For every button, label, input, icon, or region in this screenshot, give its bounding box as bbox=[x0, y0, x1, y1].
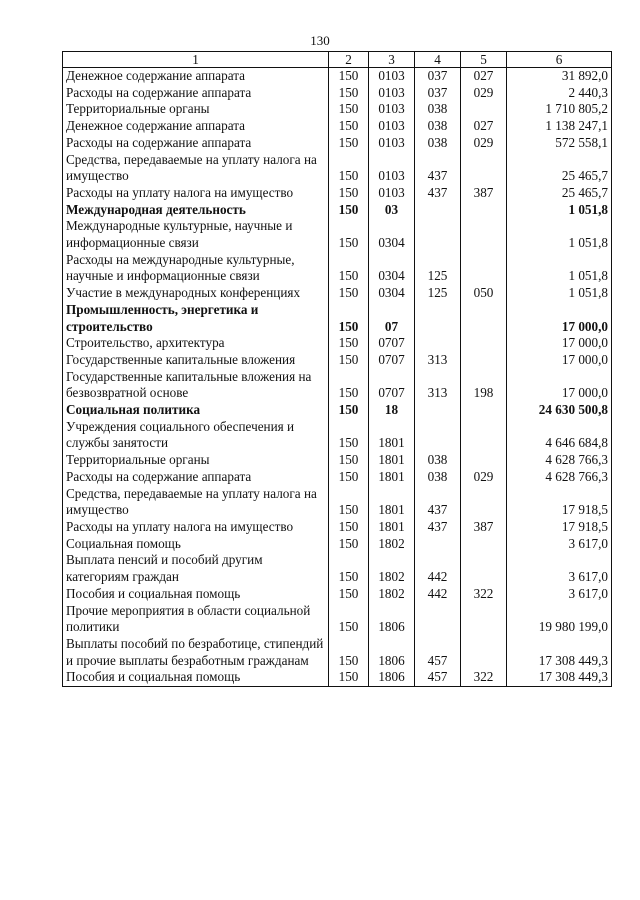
row-name: Выплата пенсий и пособий другим категориям граждан bbox=[63, 552, 329, 585]
table-row bbox=[63, 402, 612, 419]
column-header-6: 6 bbox=[507, 52, 612, 68]
row-name: Денежное содержание аппарата bbox=[63, 118, 329, 135]
subsection-code: 0304 bbox=[369, 252, 415, 285]
subsection-code: 1801 bbox=[369, 519, 415, 536]
subsection-code: 0304 bbox=[369, 218, 415, 251]
amount: 17 000,0 bbox=[507, 335, 612, 352]
section-code: 150 bbox=[329, 636, 369, 669]
expense-type-code bbox=[461, 536, 507, 553]
table-row bbox=[63, 335, 612, 352]
table-row bbox=[63, 152, 612, 185]
row-name: Территориальные органы bbox=[63, 101, 329, 118]
section-code: 150 bbox=[329, 118, 369, 135]
table-row bbox=[63, 352, 612, 369]
amount: 1 051,8 bbox=[507, 202, 612, 219]
target-item-code: 038 bbox=[415, 101, 461, 118]
target-item-code: 457 bbox=[415, 669, 461, 686]
column-header-2: 2 bbox=[329, 52, 369, 68]
expense-type-code bbox=[461, 636, 507, 669]
amount: 19 980 199,0 bbox=[507, 603, 612, 636]
expense-type-code bbox=[461, 152, 507, 185]
subsection-code: 07 bbox=[369, 302, 415, 335]
section-code: 150 bbox=[329, 85, 369, 102]
row-name: Международные культурные, научные и информационные связи bbox=[63, 218, 329, 251]
table-row bbox=[63, 586, 612, 603]
section-code: 150 bbox=[329, 419, 369, 452]
amount: 17 918,5 bbox=[507, 486, 612, 519]
section-code: 150 bbox=[329, 552, 369, 585]
table-row bbox=[63, 419, 612, 452]
section-code: 150 bbox=[329, 101, 369, 118]
amount: 1 138 247,1 bbox=[507, 118, 612, 135]
subsection-code: 1801 bbox=[369, 419, 415, 452]
section-code: 150 bbox=[329, 586, 369, 603]
section-code: 150 bbox=[329, 486, 369, 519]
expense-type-code bbox=[461, 202, 507, 219]
section-code: 150 bbox=[329, 218, 369, 251]
section-code: 150 bbox=[329, 369, 369, 402]
expense-type-code: 027 bbox=[461, 118, 507, 135]
amount: 3 617,0 bbox=[507, 552, 612, 585]
row-name: Учреждения социального обеспечения и службы занятости bbox=[63, 419, 329, 452]
expense-type-code bbox=[461, 218, 507, 251]
amount: 17 918,5 bbox=[507, 519, 612, 536]
expense-type-code bbox=[461, 302, 507, 335]
subsection-code: 0103 bbox=[369, 68, 415, 85]
subsection-code: 03 bbox=[369, 202, 415, 219]
subsection-code: 1806 bbox=[369, 669, 415, 686]
expense-type-code: 322 bbox=[461, 669, 507, 686]
table-row bbox=[63, 285, 612, 302]
column-header-1: 1 bbox=[63, 52, 329, 68]
section-code: 150 bbox=[329, 402, 369, 419]
amount: 572 558,1 bbox=[507, 135, 612, 152]
amount: 17 000,0 bbox=[507, 352, 612, 369]
table-row bbox=[63, 636, 612, 669]
table-row bbox=[63, 536, 612, 553]
expense-type-code: 387 bbox=[461, 519, 507, 536]
amount: 1 051,8 bbox=[507, 285, 612, 302]
section-code: 150 bbox=[329, 185, 369, 202]
subsection-code: 1806 bbox=[369, 636, 415, 669]
expense-type-code bbox=[461, 419, 507, 452]
row-name: Пособия и социальная помощь bbox=[63, 669, 329, 686]
expense-type-code: 027 bbox=[461, 68, 507, 85]
row-name: Выплаты пособий по безработице, стипендий и прочие выплаты безработным гражданам bbox=[63, 636, 329, 669]
expense-type-code bbox=[461, 352, 507, 369]
section-code: 150 bbox=[329, 536, 369, 553]
row-name: Пособия и социальная помощь bbox=[63, 586, 329, 603]
page-number: 130 bbox=[310, 33, 330, 48]
amount: 2 440,3 bbox=[507, 85, 612, 102]
subsection-code: 0103 bbox=[369, 85, 415, 102]
row-name: Средства, передаваемые на уплату налога на имущество bbox=[63, 152, 329, 185]
section-code: 150 bbox=[329, 519, 369, 536]
amount: 17 308 449,3 bbox=[507, 669, 612, 686]
table-row bbox=[63, 202, 612, 219]
amount: 24 630 500,8 bbox=[507, 402, 612, 419]
row-name: Участие в международных конференциях bbox=[63, 285, 329, 302]
subsection-code: 0707 bbox=[369, 335, 415, 352]
expense-type-code: 029 bbox=[461, 135, 507, 152]
amount: 4 628 766,3 bbox=[507, 469, 612, 486]
target-item-code bbox=[415, 335, 461, 352]
target-item-code: 037 bbox=[415, 85, 461, 102]
table-row bbox=[63, 135, 612, 152]
target-item-code: 038 bbox=[415, 469, 461, 486]
amount: 1 051,8 bbox=[507, 218, 612, 251]
section-code: 150 bbox=[329, 452, 369, 469]
amount: 3 617,0 bbox=[507, 536, 612, 553]
amount: 4 646 684,8 bbox=[507, 419, 612, 452]
target-item-code: 125 bbox=[415, 285, 461, 302]
section-code: 150 bbox=[329, 152, 369, 185]
table-row bbox=[63, 369, 612, 402]
row-name: Денежное содержание аппарата bbox=[63, 68, 329, 85]
budget-table bbox=[62, 51, 612, 687]
amount: 1 051,8 bbox=[507, 252, 612, 285]
expense-type-code: 198 bbox=[461, 369, 507, 402]
table-row bbox=[63, 101, 612, 118]
table-row bbox=[63, 603, 612, 636]
section-code: 150 bbox=[329, 603, 369, 636]
expense-type-code bbox=[461, 552, 507, 585]
section-code: 150 bbox=[329, 68, 369, 85]
expense-type-code bbox=[461, 402, 507, 419]
subsection-code: 0103 bbox=[369, 152, 415, 185]
target-item-code: 038 bbox=[415, 452, 461, 469]
target-item-code bbox=[415, 536, 461, 553]
row-name: Строительство, архитектура bbox=[63, 335, 329, 352]
table-row bbox=[63, 552, 612, 585]
expense-type-code bbox=[461, 486, 507, 519]
column-header-5: 5 bbox=[461, 52, 507, 68]
section-code: 150 bbox=[329, 285, 369, 302]
row-name: Расходы на уплату налога на имущество bbox=[63, 185, 329, 202]
row-name: Социальная помощь bbox=[63, 536, 329, 553]
target-item-code: 037 bbox=[415, 68, 461, 85]
section-code: 150 bbox=[329, 352, 369, 369]
target-item-code: 313 bbox=[415, 369, 461, 402]
target-item-code bbox=[415, 402, 461, 419]
row-name: Прочие мероприятия в области социальной политики bbox=[63, 603, 329, 636]
table-header-row bbox=[63, 52, 612, 68]
table-row bbox=[63, 185, 612, 202]
target-item-code: 125 bbox=[415, 252, 461, 285]
expense-type-code bbox=[461, 101, 507, 118]
subsection-code: 0103 bbox=[369, 101, 415, 118]
row-name: Расходы на содержание аппарата bbox=[63, 85, 329, 102]
subsection-code: 18 bbox=[369, 402, 415, 419]
amount: 1 710 805,2 bbox=[507, 101, 612, 118]
expense-type-code: 029 bbox=[461, 85, 507, 102]
column-header-3: 3 bbox=[369, 52, 415, 68]
subsection-code: 0304 bbox=[369, 285, 415, 302]
table-row bbox=[63, 452, 612, 469]
subsection-code: 1801 bbox=[369, 452, 415, 469]
target-item-code: 313 bbox=[415, 352, 461, 369]
amount: 25 465,7 bbox=[507, 152, 612, 185]
table-body bbox=[63, 68, 612, 687]
row-name: Средства, передаваемые на уплату налога на имущество bbox=[63, 486, 329, 519]
amount: 17 308 449,3 bbox=[507, 636, 612, 669]
target-item-code bbox=[415, 218, 461, 251]
expense-type-code: 387 bbox=[461, 185, 507, 202]
target-item-code: 457 bbox=[415, 636, 461, 669]
section-code: 150 bbox=[329, 302, 369, 335]
row-name: Территориальные органы bbox=[63, 452, 329, 469]
target-item-code: 437 bbox=[415, 519, 461, 536]
expense-type-code: 029 bbox=[461, 469, 507, 486]
subsection-code: 0707 bbox=[369, 369, 415, 402]
table-row bbox=[63, 68, 612, 85]
target-item-code: 437 bbox=[415, 486, 461, 519]
target-item-code: 038 bbox=[415, 118, 461, 135]
table-row bbox=[63, 469, 612, 486]
target-item-code: 442 bbox=[415, 586, 461, 603]
subsection-code: 1801 bbox=[369, 486, 415, 519]
table-row bbox=[63, 302, 612, 335]
column-header-4: 4 bbox=[415, 52, 461, 68]
row-name: Международная деятельность bbox=[63, 202, 329, 219]
table-row bbox=[63, 85, 612, 102]
table-row bbox=[63, 519, 612, 536]
row-name: Расходы на международные культурные, научные и информационные связи bbox=[63, 252, 329, 285]
row-name: Государственные капитальные вложения bbox=[63, 352, 329, 369]
section-code: 150 bbox=[329, 135, 369, 152]
section-code: 150 bbox=[329, 202, 369, 219]
expense-type-code: 050 bbox=[461, 285, 507, 302]
amount: 31 892,0 bbox=[507, 68, 612, 85]
subsection-code: 1806 bbox=[369, 603, 415, 636]
row-name: Расходы на содержание аппарата bbox=[63, 135, 329, 152]
subsection-code: 0103 bbox=[369, 135, 415, 152]
table-row bbox=[63, 486, 612, 519]
table-row bbox=[63, 218, 612, 251]
subsection-code: 1801 bbox=[369, 469, 415, 486]
table-row bbox=[63, 669, 612, 686]
target-item-code: 038 bbox=[415, 135, 461, 152]
target-item-code: 442 bbox=[415, 552, 461, 585]
section-code: 150 bbox=[329, 252, 369, 285]
expense-type-code bbox=[461, 335, 507, 352]
expense-type-code bbox=[461, 452, 507, 469]
row-name: Расходы на уплату налога на имущество bbox=[63, 519, 329, 536]
amount: 25 465,7 bbox=[507, 185, 612, 202]
row-name: Расходы на содержание аппарата bbox=[63, 469, 329, 486]
target-item-code bbox=[415, 302, 461, 335]
subsection-code: 0103 bbox=[369, 118, 415, 135]
amount: 3 617,0 bbox=[507, 586, 612, 603]
amount: 17 000,0 bbox=[507, 369, 612, 402]
row-name: Социальная политика bbox=[63, 402, 329, 419]
row-name: Промышленность, энергетика и строительство bbox=[63, 302, 329, 335]
expense-type-code bbox=[461, 252, 507, 285]
target-item-code bbox=[415, 202, 461, 219]
subsection-code: 0103 bbox=[369, 185, 415, 202]
expense-type-code: 322 bbox=[461, 586, 507, 603]
section-code: 150 bbox=[329, 669, 369, 686]
amount: 17 000,0 bbox=[507, 302, 612, 335]
amount: 4 628 766,3 bbox=[507, 452, 612, 469]
section-code: 150 bbox=[329, 469, 369, 486]
row-name: Государственные капитальные вложения на безвозвратной основе bbox=[63, 369, 329, 402]
table-row bbox=[63, 118, 612, 135]
subsection-code: 1802 bbox=[369, 536, 415, 553]
section-code: 150 bbox=[329, 335, 369, 352]
target-item-code bbox=[415, 419, 461, 452]
subsection-code: 0707 bbox=[369, 352, 415, 369]
expense-type-code bbox=[461, 603, 507, 636]
table-row bbox=[63, 252, 612, 285]
target-item-code bbox=[415, 603, 461, 636]
subsection-code: 1802 bbox=[369, 552, 415, 585]
target-item-code: 437 bbox=[415, 152, 461, 185]
subsection-code: 1802 bbox=[369, 586, 415, 603]
target-item-code: 437 bbox=[415, 185, 461, 202]
